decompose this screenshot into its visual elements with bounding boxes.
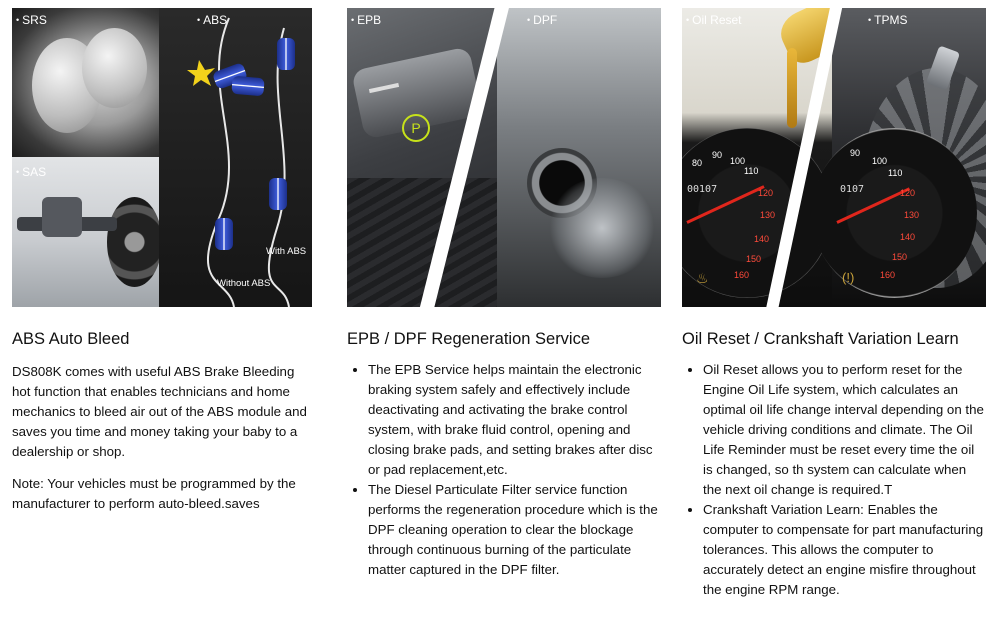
tag-abs: • ABS <box>197 13 227 27</box>
feature-image-srs-abs-sas <box>12 8 312 307</box>
srs-airbag-photo <box>12 8 159 157</box>
gauge-label: 160 <box>880 270 896 280</box>
gauge-label: 120 <box>900 188 916 198</box>
tag-epb: • EPB <box>351 13 381 27</box>
feature-column-epb-dpf <box>347 8 661 580</box>
feature-heading-abs: ABS Auto Bleed <box>12 330 130 348</box>
gauge-label: 150 <box>746 254 762 264</box>
parking-brake-icon: P <box>402 114 430 142</box>
list-item: • The Diesel Particulate Filter service function performs the regeneration procedure which is the DPF cleaning operation to clear the blockage through continuous burning of the particulate matter captured in the DPF filter. <box>368 480 661 580</box>
tag-dpf: • DPF <box>527 13 557 27</box>
tag-srs: • SRS <box>16 13 47 27</box>
tag-oil-reset: • Oil Reset <box>686 13 742 27</box>
tag-sas: • SAS <box>16 165 46 179</box>
list-item: • The EPB Service helps maintain the electronic braking system safely and effectively include deactivating and activating the brake control system, with brake fluid control, opening and closing brake pads, and setting brakes after disc or pad replacement,etc. <box>368 360 661 480</box>
without-abs-label: Without ABS <box>217 278 271 289</box>
gauge-label: 90 <box>712 150 723 160</box>
gauge-label: 100 <box>872 156 888 166</box>
tag-tpms: • TPMS <box>868 13 908 27</box>
feature-heading-epb-dpf: EPB / DPF Regeneration Service <box>347 330 591 348</box>
gauge-label: 120 <box>758 188 774 198</box>
with-abs-label: With ABS <box>266 246 307 257</box>
feature-column-abs <box>12 8 312 514</box>
gauge-label: 100 <box>730 156 746 166</box>
oil-reset-photo <box>682 8 842 307</box>
feature-bullets-oil-crankshaft <box>682 360 986 600</box>
odometer-right: 0107 <box>840 184 865 195</box>
feature-description-abs: DS808K comes with useful ABS Brake Bleeding hot function that enables technicians and home mechanics to bleed air out of the ABS module and saves you time and money taking your baby to a dealership or shop. <box>12 364 307 459</box>
tpms-gauge-photo <box>832 8 986 307</box>
list-item: • Crankshaft Variation Learn: Enables the computer to compensate for part manufacturing tolerances. This allows the computer to accurately detect an engine misfire throughout the engine RPM range. <box>703 500 986 600</box>
dpf-exhaust-photo <box>497 8 661 307</box>
gauge-label: 150 <box>892 252 908 262</box>
abs-road-illustration <box>159 8 312 307</box>
oil-can-icon: ♨ <box>696 270 709 286</box>
feature-column-oil-crankshaft <box>682 8 986 600</box>
feature-bullets-epb-dpf <box>347 360 661 580</box>
odometer-left: 00107 <box>687 184 718 195</box>
gauge-label: 130 <box>904 210 920 220</box>
feature-image-oil-tpms <box>682 8 986 307</box>
gauge-label: 90 <box>850 148 861 158</box>
sas-suspension-photo <box>12 157 159 307</box>
gauge-label: 130 <box>760 210 776 220</box>
gauge-label: 80 <box>692 158 703 168</box>
feature-heading-oil-crankshaft: Oil Reset / Crankshaft Variation Learn <box>682 330 959 348</box>
list-item: • Oil Reset allows you to perform reset for the Engine Oil Life system, which calculates an optimal oil life change interval depending on the vehicle driving conditions and climate. The Oil Life Reminder must be reset every time the oil is changed, so th system can calculate when the next oil change is required.T <box>703 360 986 500</box>
gauge-label: 110 <box>888 168 903 178</box>
feature-image-epb-dpf <box>347 8 661 307</box>
tpms-warning-icon: (!) <box>842 270 855 285</box>
gauge-label: 140 <box>900 232 916 242</box>
gauge-label: 110 <box>744 166 759 176</box>
feature-note-abs: Note: Your vehicles must be programmed by the manufacturer to perform auto-bleed.saves <box>12 476 296 511</box>
gauge-label: 140 <box>754 234 770 244</box>
gauge-label: 160 <box>734 270 750 280</box>
